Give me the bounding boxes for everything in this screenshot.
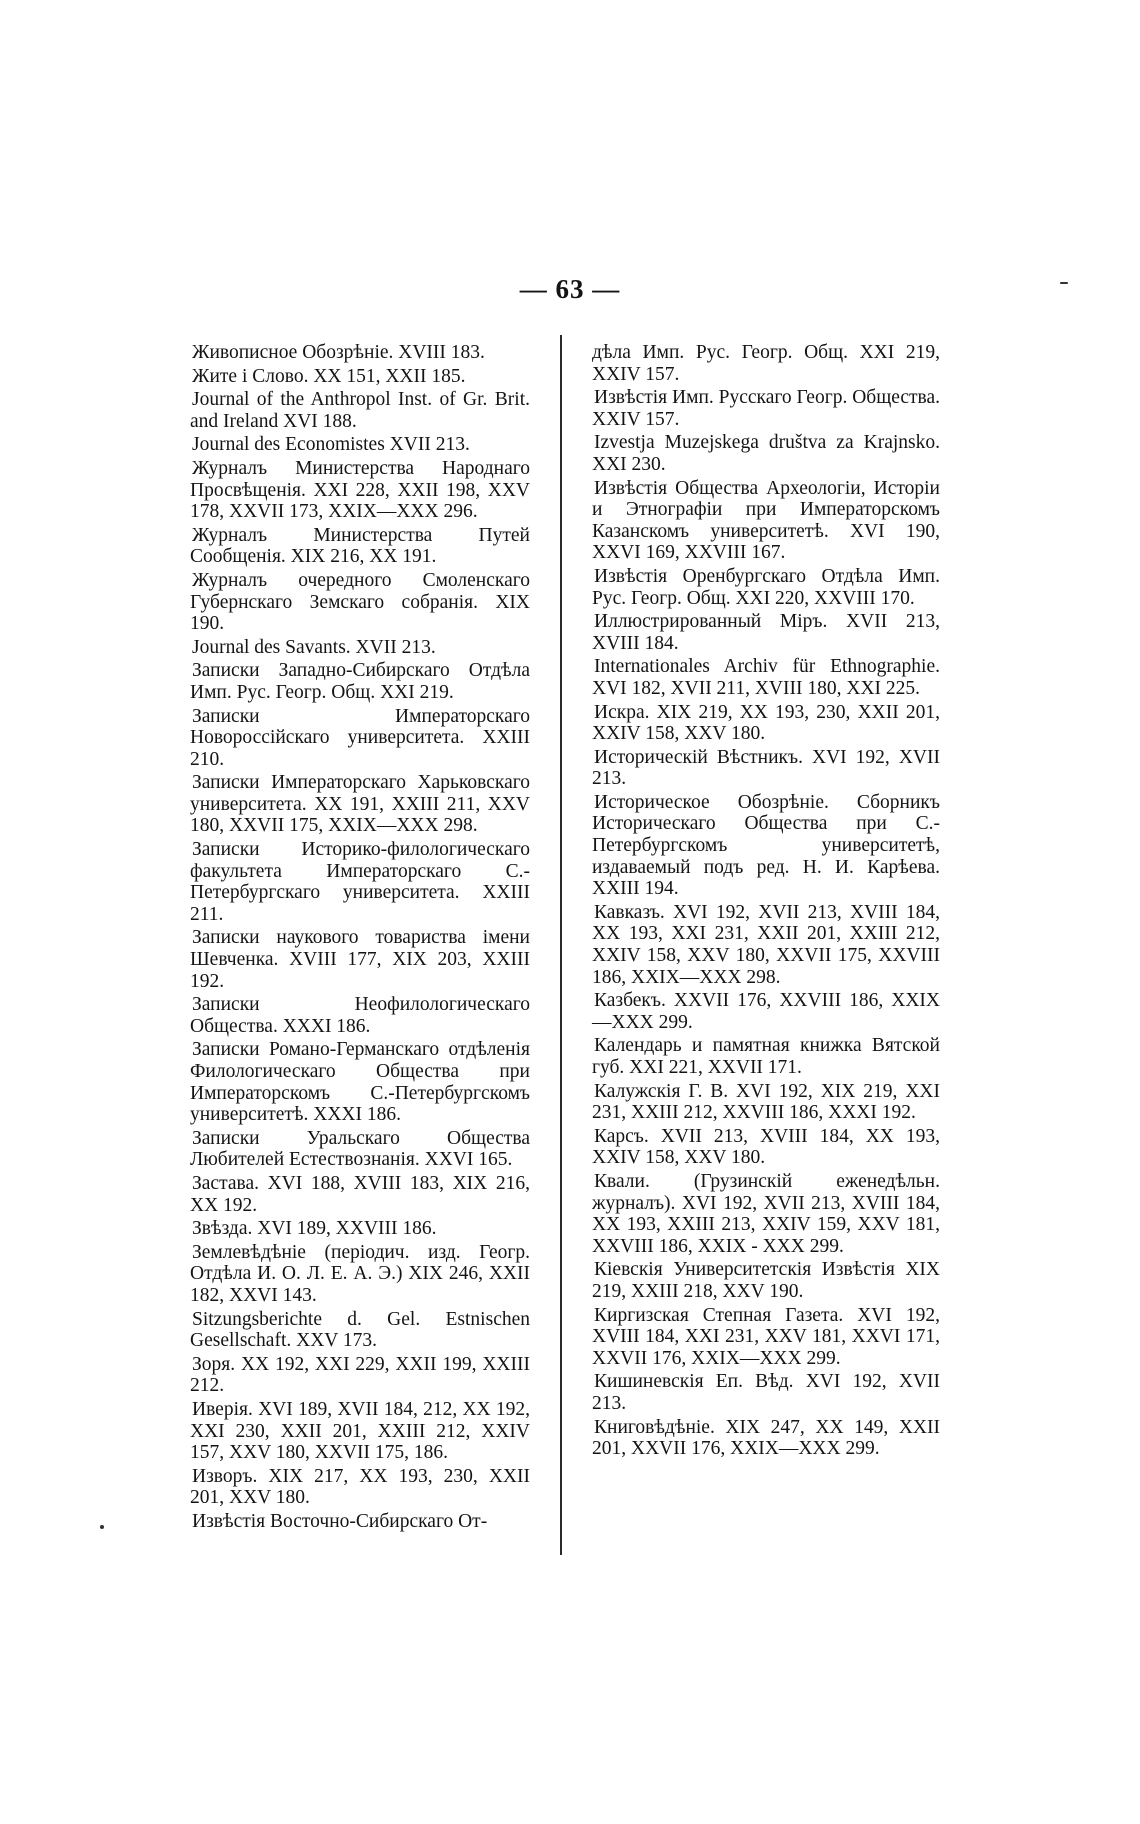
index-entry: Записки Императорскаго Новороссійскаго университета. XXIII 210. bbox=[190, 705, 530, 770]
index-entry: Записки Историко-филологическаго факультета Императорскаго С.-Петербургскаго университета. XXIII 211. bbox=[190, 839, 530, 925]
index-entry: Карсъ. XVII 213, XVIII 184, XX 193, XXIV 158, XXV 180. bbox=[592, 1125, 940, 1169]
index-entry: Калужскія Г. В. XVI 192, XIX 219, XXI 231, XXIII 212, XXVIII 186, XXXI 192. bbox=[592, 1080, 940, 1124]
index-entry: Записки Романо-Германскаго отдѣленія Филологическаго Общества при Императорскомъ С.-Петербургскомъ университетѣ. XXXI 186. bbox=[190, 1039, 530, 1126]
index-entry: Извѣстія Общества Археологіи, Исторіи и Этнографіи при Императорскомъ Казанскомъ университетѣ. XVI 190, XXVI 169, XXVIII 167. bbox=[592, 477, 940, 564]
index-entry: Киргизская Степная Газета. XVI 192, XVIII 184, XXI 231, XXV 181, XXVI 171, XXVII 176, XXIX—XXX 299. bbox=[592, 1304, 940, 1369]
left-column bbox=[190, 342, 530, 1534]
index-entry: Журналъ очередного Смоленскаго Губернскаго Земскаго собранія. XIX 190. bbox=[190, 569, 530, 635]
index-entry: Sitzungsberichte d. Gel. Estnischen Gesellschaft. XXV 173. bbox=[190, 1308, 530, 1352]
index-entry: Извѣстія Имп. Русскаго Геогр. Общества. XXIV 157. bbox=[592, 387, 941, 430]
index-entry: Журналъ Министерства Путей Сообщенія. XIX 216, XX 191. bbox=[190, 524, 530, 568]
index-entry: Записки Императорскаго Харьковскаго университета. XX 191, XXIII 211, XXV 180, XXVII 175, XXIX—XXX 298. bbox=[190, 772, 530, 837]
index-entry: Звѣзда. XVI 189, XXVIII 186. bbox=[192, 1218, 437, 1240]
index-entry: Иллюстрированный Міръ. XVII 213, XVIII 184. bbox=[592, 611, 940, 654]
index-entry: Искра. XIX 219, XX 193, 230, XXII 201, XXIV 158, XXV 180. bbox=[592, 701, 940, 745]
index-entry: Живописное Обозрѣніе. XVIII 183. bbox=[192, 342, 485, 363]
index-entry: Иверія. XVI 189, XVII 184, 212, XX 192, XXI 230, XXII 201, XXIII 212, XXIV 157, XXV 180, XXVII 175, 186. bbox=[190, 1398, 530, 1464]
index-entry: Кавказъ. XVI 192, XVII 213, XVIII 184, XX 193, XXI 231, XXII 201, XXIII 212, XXIV 158, XXV 180, XXVII 175, XXVIII 186, XXIX—XXX 298. bbox=[592, 901, 940, 988]
page-number: — 63 — bbox=[519, 274, 621, 304]
index-entry: Internationales Archiv für Ethnographie. XVI 182, XVII 211, XVIII 180, XXI 225. bbox=[592, 656, 940, 699]
index-entry: Кіевскія Университетскія Извѣстія XIX 219, XXIII 218, XXV 190. bbox=[592, 1259, 940, 1302]
index-entry: Кишиневскія Еп. Вѣд. XVI 192, XVII 213. bbox=[592, 1371, 940, 1414]
ink-speck bbox=[1060, 282, 1068, 284]
index-entry: Журналъ Министерства Народнаго Просвѣщенія. XXI 228, XXII 198, XXV 178, XXVII 173, XXIX—XXX 296. bbox=[190, 457, 530, 523]
index-entry: Journal des Savants. XVII 213. bbox=[192, 636, 436, 658]
index-entry: Землевѣдѣніе (періодич. изд. Геогр. Отдѣла И. О. Л. Е. А. Э.) XIX 246, XXII 182, XXVI 143. bbox=[190, 1241, 530, 1306]
index-entry: Календарь и памятная книжка Вятской губ. XXI 221, XXVII 171. bbox=[592, 1035, 940, 1078]
index-entry: Journal of the Anthropol Inst. of Gr. Brit. and Ireland XVI 188. bbox=[190, 389, 530, 432]
index-entry: Извѣстія Восточно-Сибирскаго От- bbox=[192, 1510, 488, 1532]
column-divider bbox=[560, 335, 562, 1555]
right-column bbox=[592, 342, 940, 1462]
index-entry: Изворъ. XIX 217, XX 193, 230, XXII 201, XXV 180. bbox=[190, 1465, 530, 1509]
index-entry: Историческое Обозрѣніе. Сборникъ Историческаго Общества при С.-Петербургскомъ университетѣ, издаваемый подъ ред. Н. И. Карѣева. XXIII 194. bbox=[592, 791, 940, 900]
index-entry: дѣла Имп. Рус. Геогр. Общ. XXI 219, XXIV 157. bbox=[592, 342, 940, 385]
index-entry: Извѣстія Оренбургскаго Отдѣла Имп. Рус. Геогр. Общ. XXI 220, XXVIII 170. bbox=[592, 565, 940, 609]
index-entry: Записки Неофилологическаго Общества. XXXI 186. bbox=[190, 994, 530, 1037]
index-entry: Книговѣдѣніе. XIX 247, XX 149, XXII 201, XXVII 176, XXIX—XXX 299. bbox=[592, 1416, 940, 1460]
index-entry: Journal des Economistes XVII 213. bbox=[192, 434, 470, 456]
ink-speck bbox=[100, 1525, 104, 1529]
index-entry: Записки Западно-Сибирскаго Отдѣла Имп. Рус. Геогр. Общ. XXI 219. bbox=[190, 660, 530, 703]
index-entry: Izvestja Muzejskega društva za Krajnsko. XXI 230. bbox=[592, 432, 940, 475]
index-entry: Застава. XVI 188, XVIII 183, XIX 216, XX 192. bbox=[190, 1172, 530, 1216]
index-entry: Зоря. XX 192, XXI 229, XXII 199, XXIII 212. bbox=[190, 1353, 530, 1397]
index-entry: Историческій Вѣстникъ. XVI 192, XVII 213. bbox=[592, 746, 940, 790]
index-entry: Жите і Слово. XX 151, XXII 185. bbox=[192, 365, 466, 387]
index-entry: Записки наукового товариства імени Шевченка. XVIII 177, XIX 203, XXIII 192. bbox=[190, 927, 530, 992]
index-entry: Квали. (Грузинскій еженедѣльн. журналъ). XVI 192, XVII 213, XVIII 184, XX 193, XXIII 213, XXIV 159, XXV 181, XXVIII 186, XXIX - XXX 299. bbox=[592, 1170, 940, 1257]
index-entry: Записки Уральскаго Общества Любителей Естествознанія. XXVI 165. bbox=[190, 1127, 530, 1171]
index-entry: Казбекъ. XXVII 176, XXVIII 186, XXIX—XXX 299. bbox=[592, 990, 940, 1033]
